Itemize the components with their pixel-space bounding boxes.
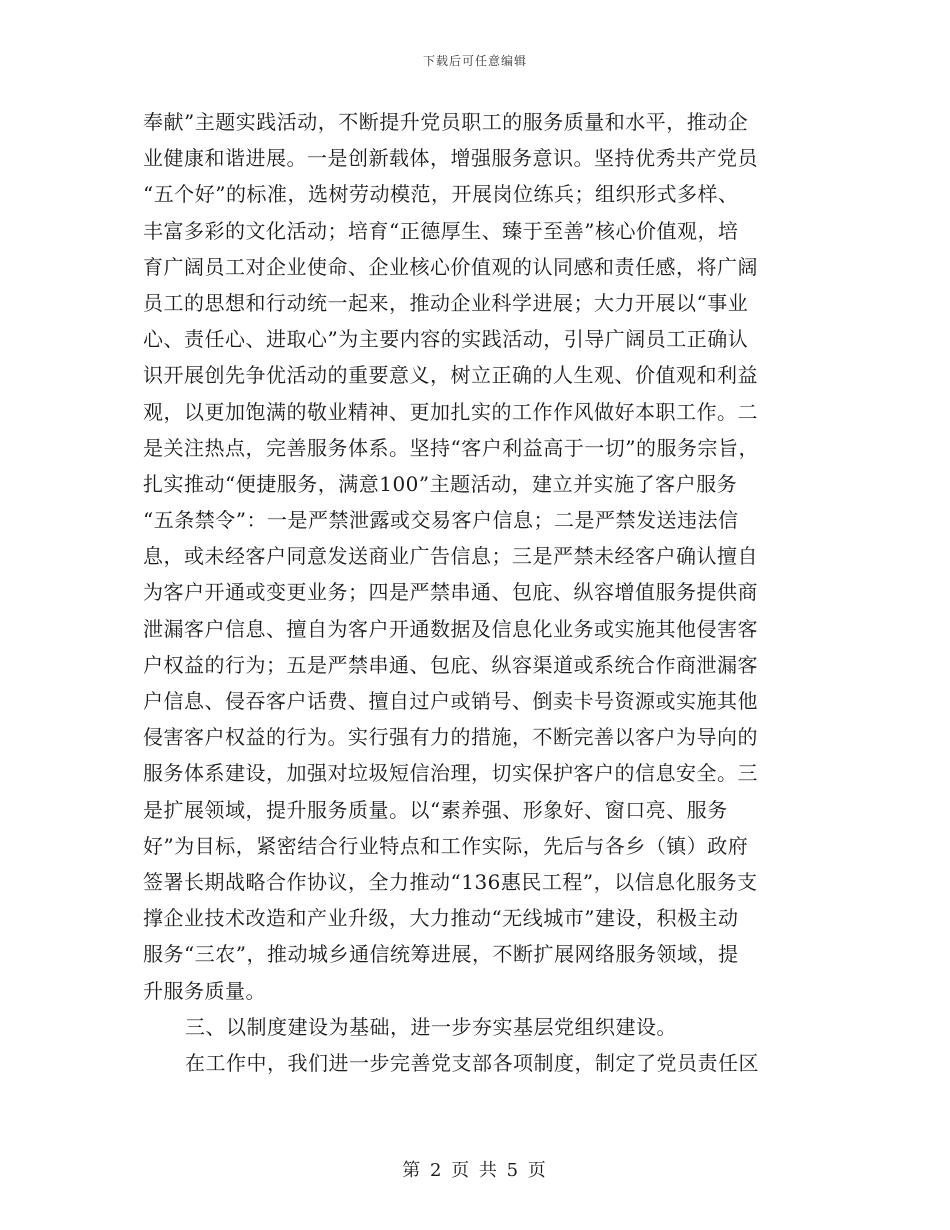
body-line: 户信息、侵吞客户话费、擅自过户或销号、倒卖卡号资源或实施其他	[143, 689, 758, 713]
body-line: 是关注热点，完善服务体系。坚持“客户利益高于一切”的服务宗旨，	[143, 435, 759, 460]
body-line: 在工作中，我们进一步完善党支部各项制度，制定了党员责任区	[185, 1050, 759, 1075]
body-line: 服务体系建设，加强对垃圾短信治理，切实保护客户的信息安全。三	[143, 761, 758, 786]
page-number: 第 2 页 共 5 页	[402, 1160, 548, 1181]
body-line: 育广阔员工对企业使命、企业核心价值观的认同感和责任感，将广阔	[143, 254, 758, 279]
body-line: 好”为目标，紧密结合行业特点和工作实际，先后与各乡（镇）政府	[143, 833, 749, 858]
body-line: 泄漏客户信息、擅自为客户开通数据及信息化业务或实施其他侵害客	[143, 616, 758, 641]
section-heading: 三、以制度建设为基础，进一步夯实基层党组织建设。	[185, 1014, 677, 1039]
document-body	[143, 104, 803, 1081]
body-line: 服务“三农”，推动城乡通信统筹进展，不断扩展网络服务领域，提	[143, 942, 739, 967]
body-line: 是扩展领域，提升服务质量。以“素养强、形象好、窗口亮、服务	[143, 797, 728, 822]
body-line: 升服务质量。	[143, 978, 266, 1003]
body-line: 为客户开通或变更业务；四是严禁串通、包庇、纵容增值服务提供商	[143, 580, 758, 605]
body-line: 户权益的行为；五是严禁串通、包庇、纵容渠道或系统合作商泄漏客	[143, 652, 758, 677]
body-line: 业健康和谐进展。一是创新载体，增强服务意识。坚持优秀共产党员	[143, 146, 758, 171]
body-line: 签署长期战略合作协议，全力推动“136惠民工程”，以信息化服务支	[143, 869, 758, 894]
body-line: 丰富多彩的文化活动；培育“正德厚生、臻于至善”核心价值观，培	[143, 218, 739, 243]
body-line: 撑企业技术改造和产业升级，大力推动“无线城市”建设，积极主动	[143, 906, 739, 931]
body-line: 识开展创先争优活动的重要意义，树立正确的人生观、价值观和利益	[143, 363, 758, 388]
body-line: 息，或未经客户同意发送商业广告信息；三是严禁未经客户确认擅自	[143, 544, 758, 569]
body-line: 侵害客户权益的行为。实行强有力的措施，不断完善以客户为导向的	[143, 725, 758, 750]
page-header: 下载后可任意编辑	[422, 54, 527, 68]
body-line: “五条禁令”：一是严禁泄露或交易客户信息；二是严禁发送违法信	[143, 508, 739, 533]
body-line: 观，以更加饱满的敬业精神、更加扎实的工作作风做好本职工作。二	[143, 399, 758, 424]
body-line: 扎实推动“便捷服务，满意100”主题活动，建立并实施了客户服务	[143, 471, 738, 496]
body-line: 员工的思想和行动统一起来，推动企业科学进展；大力开展以“事业	[143, 290, 749, 315]
body-line: “五个好”的标准，选树劳动模范，开展岗位练兵；组织形式多样、	[143, 182, 739, 207]
body-line: 奉献”主题实践活动，不断提升党员职工的服务质量和水平，推动企	[143, 110, 749, 134]
body-line: 心、责任心、进取心”为主要内容的实践活动，引导广阔员工正确认	[143, 327, 749, 352]
